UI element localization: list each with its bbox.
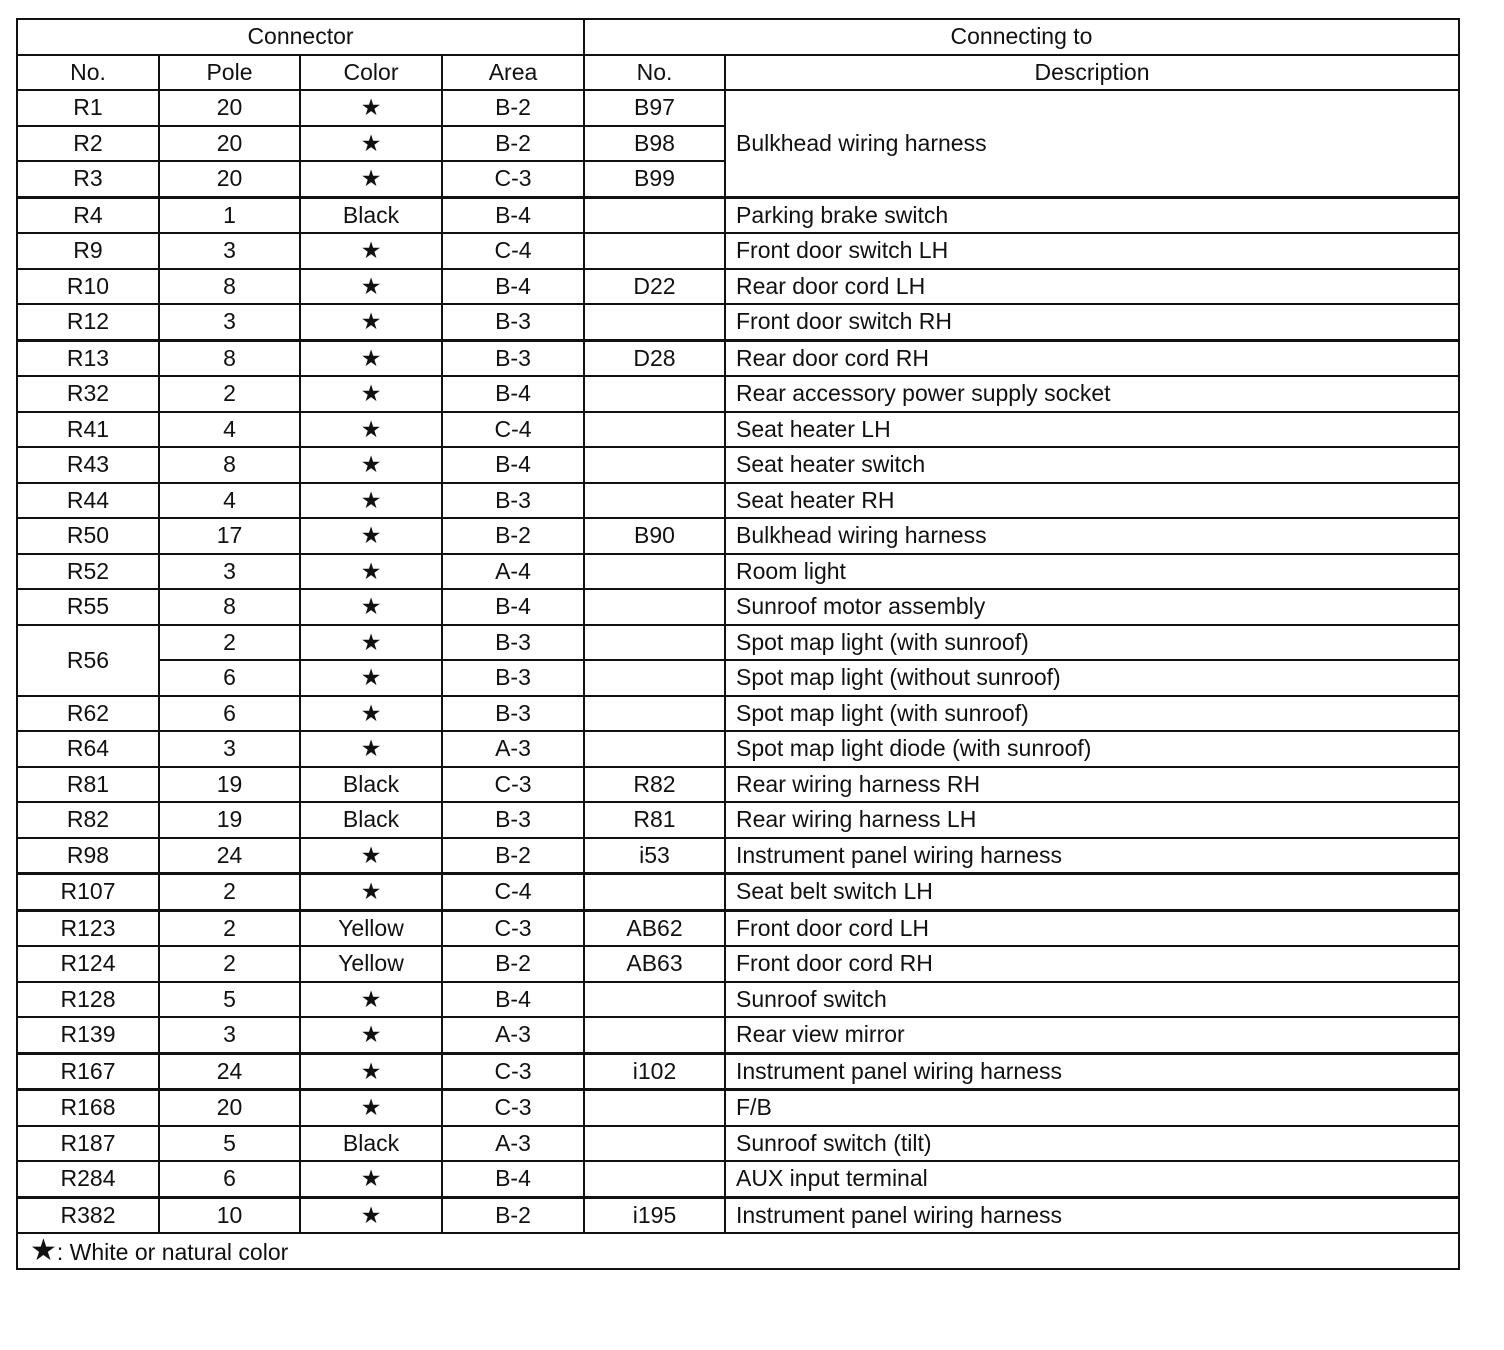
- connector-no-cell: R187: [17, 1126, 159, 1162]
- group-header-connecting-to: Connecting to: [584, 19, 1459, 55]
- description-cell: Front door switch LH: [725, 233, 1459, 269]
- column-header-area: Area: [442, 55, 584, 91]
- star-icon: ★: [300, 518, 442, 554]
- pole-cell: 5: [159, 982, 300, 1018]
- table-row: [17, 483, 1459, 519]
- star-icon: ★: [300, 376, 442, 412]
- star-icon: ★: [300, 90, 442, 126]
- description-cell: Bulkhead wiring harness: [725, 518, 1459, 554]
- area-cell: B-4: [442, 589, 584, 625]
- pole-cell: 19: [159, 802, 300, 838]
- column-header-pole: Pole: [159, 55, 300, 91]
- connecting-no-cell: D28: [584, 340, 725, 376]
- star-icon: ★: [300, 838, 442, 874]
- connecting-no-cell: B97: [584, 90, 725, 126]
- connecting-no-cell: [584, 197, 725, 233]
- star-icon: ★: [300, 554, 442, 590]
- connecting-no-cell: [584, 376, 725, 412]
- table-row: [17, 269, 1459, 305]
- table-row: [17, 1090, 1459, 1126]
- connecting-no-cell: R81: [584, 802, 725, 838]
- connector-no-cell: R13: [17, 340, 159, 376]
- connecting-no-cell: [584, 554, 725, 590]
- pole-cell: 8: [159, 340, 300, 376]
- pole-cell: 2: [159, 625, 300, 661]
- area-cell: B-3: [442, 483, 584, 519]
- connector-no-cell: R1: [17, 90, 159, 126]
- connector-no-cell: R32: [17, 376, 159, 412]
- area-cell: B-4: [442, 376, 584, 412]
- connector-no-cell: R44: [17, 483, 159, 519]
- table-row: [17, 197, 1459, 233]
- pole-cell: 1: [159, 197, 300, 233]
- column-header-color: Color: [300, 55, 442, 91]
- star-icon: ★: [300, 126, 442, 162]
- description-cell: AUX input terminal: [725, 1161, 1459, 1197]
- star-icon: ★: [300, 731, 442, 767]
- table-row: [17, 946, 1459, 982]
- connecting-no-cell: [584, 1017, 725, 1053]
- description-cell: F/B: [725, 1090, 1459, 1126]
- star-icon: ★: [300, 233, 442, 269]
- pole-cell: 8: [159, 269, 300, 305]
- connector-no-cell: R12: [17, 304, 159, 340]
- connector-no-cell: R128: [17, 982, 159, 1018]
- connecting-no-cell: B90: [584, 518, 725, 554]
- pole-cell: 8: [159, 589, 300, 625]
- area-cell: A-3: [442, 731, 584, 767]
- star-icon: ★: [300, 982, 442, 1018]
- description-cell: Instrument panel wiring harness: [725, 1053, 1459, 1090]
- connecting-no-cell: [584, 233, 725, 269]
- area-cell: B-2: [442, 518, 584, 554]
- area-cell: C-4: [442, 412, 584, 448]
- color-cell: Yellow: [300, 910, 442, 946]
- area-cell: C-3: [442, 767, 584, 803]
- connector-no-cell: R52: [17, 554, 159, 590]
- pole-cell: 20: [159, 126, 300, 162]
- color-cell: Black: [300, 197, 442, 233]
- table-row: [17, 731, 1459, 767]
- connecting-no-cell: [584, 412, 725, 448]
- pole-cell: 24: [159, 1053, 300, 1090]
- table-row: [17, 838, 1459, 874]
- description-cell: Parking brake switch: [725, 197, 1459, 233]
- star-icon: ★: [300, 589, 442, 625]
- column-header-no: No.: [17, 55, 159, 91]
- connector-no-cell: R9: [17, 233, 159, 269]
- description-cell: Seat belt switch LH: [725, 874, 1459, 911]
- connecting-no-cell: [584, 625, 725, 661]
- connector-no-cell: R2: [17, 126, 159, 162]
- description-cell: Sunroof switch (tilt): [725, 1126, 1459, 1162]
- pole-cell: 4: [159, 483, 300, 519]
- connector-no-cell: R41: [17, 412, 159, 448]
- star-icon: ★: [300, 660, 442, 696]
- connecting-no-cell: [584, 1090, 725, 1126]
- area-cell: C-4: [442, 233, 584, 269]
- area-cell: B-4: [442, 269, 584, 305]
- connector-table: [16, 18, 1460, 1270]
- connecting-no-cell: [584, 982, 725, 1018]
- star-icon: ★: [300, 1161, 442, 1197]
- area-cell: B-3: [442, 625, 584, 661]
- table-row: [17, 874, 1459, 911]
- connector-no-cell: R382: [17, 1197, 159, 1233]
- connecting-no-cell: [584, 874, 725, 911]
- area-cell: B-2: [442, 90, 584, 126]
- connector-no-cell: R82: [17, 802, 159, 838]
- description-cell: Spot map light diode (with sunroof): [725, 731, 1459, 767]
- table-row: [17, 589, 1459, 625]
- area-cell: C-3: [442, 161, 584, 197]
- star-icon: ★: [30, 1233, 57, 1267]
- description-cell: Instrument panel wiring harness: [725, 838, 1459, 874]
- table-row: [17, 376, 1459, 412]
- connecting-no-cell: i102: [584, 1053, 725, 1090]
- connecting-no-cell: i195: [584, 1197, 725, 1233]
- description-cell: Seat heater RH: [725, 483, 1459, 519]
- description-cell: Seat heater switch: [725, 447, 1459, 483]
- pole-cell: 3: [159, 731, 300, 767]
- connector-no-cell: R3: [17, 161, 159, 197]
- pole-cell: 2: [159, 910, 300, 946]
- description-cell: Room light: [725, 554, 1459, 590]
- area-cell: B-3: [442, 304, 584, 340]
- table-row: [17, 1161, 1459, 1197]
- connector-no-cell: R284: [17, 1161, 159, 1197]
- connecting-no-cell: [584, 731, 725, 767]
- table-row: [17, 233, 1459, 269]
- area-cell: B-2: [442, 946, 584, 982]
- footnote-row: [17, 1233, 1459, 1269]
- color-cell: Black: [300, 802, 442, 838]
- pole-cell: 20: [159, 161, 300, 197]
- table-row: [17, 90, 1459, 126]
- pole-cell: 19: [159, 767, 300, 803]
- connector-no-cell: R107: [17, 874, 159, 911]
- area-cell: C-3: [442, 1090, 584, 1126]
- table-row: [17, 447, 1459, 483]
- footnote: [17, 1233, 1459, 1269]
- pole-cell: 2: [159, 946, 300, 982]
- star-icon: ★: [300, 625, 442, 661]
- column-header-connecting-no: No.: [584, 55, 725, 91]
- connecting-no-cell: [584, 589, 725, 625]
- table-row: [17, 1053, 1459, 1090]
- area-cell: B-4: [442, 982, 584, 1018]
- connecting-no-cell: [584, 660, 725, 696]
- description-cell: Rear door cord LH: [725, 269, 1459, 305]
- star-icon: ★: [300, 696, 442, 732]
- table-row: [17, 982, 1459, 1018]
- description-cell: Rear wiring harness RH: [725, 767, 1459, 803]
- star-icon: ★: [300, 447, 442, 483]
- description-cell: Front door cord RH: [725, 946, 1459, 982]
- connector-no-cell: R139: [17, 1017, 159, 1053]
- connecting-no-cell: D22: [584, 269, 725, 305]
- area-cell: B-3: [442, 660, 584, 696]
- description-cell: Spot map light (with sunroof): [725, 696, 1459, 732]
- description-cell: Sunroof motor assembly: [725, 589, 1459, 625]
- table-row: [17, 340, 1459, 376]
- area-cell: B-2: [442, 126, 584, 162]
- connecting-no-cell: [584, 483, 725, 519]
- description-cell: Rear view mirror: [725, 1017, 1459, 1053]
- connector-no-cell: R123: [17, 910, 159, 946]
- connector-no-cell: R10: [17, 269, 159, 305]
- pole-cell: 10: [159, 1197, 300, 1233]
- connector-no-cell: R56: [17, 625, 159, 696]
- connecting-no-cell: AB63: [584, 946, 725, 982]
- pole-cell: 2: [159, 874, 300, 911]
- color-cell: Yellow: [300, 946, 442, 982]
- description-cell: Seat heater LH: [725, 412, 1459, 448]
- connector-no-cell: R81: [17, 767, 159, 803]
- area-cell: B-4: [442, 197, 584, 233]
- connecting-no-cell: B99: [584, 161, 725, 197]
- pole-cell: 8: [159, 447, 300, 483]
- area-cell: C-4: [442, 874, 584, 911]
- area-cell: A-3: [442, 1017, 584, 1053]
- connector-no-cell: R4: [17, 197, 159, 233]
- area-cell: B-3: [442, 802, 584, 838]
- table-row: [17, 625, 1459, 661]
- connecting-no-cell: [584, 1161, 725, 1197]
- connecting-no-cell: [584, 447, 725, 483]
- star-icon: ★: [300, 304, 442, 340]
- pole-cell: 3: [159, 554, 300, 590]
- connector-no-cell: R124: [17, 946, 159, 982]
- connector-no-cell: R50: [17, 518, 159, 554]
- area-cell: A-4: [442, 554, 584, 590]
- table-row: [17, 660, 1459, 696]
- star-icon: ★: [300, 483, 442, 519]
- table-row: [17, 518, 1459, 554]
- pole-cell: 6: [159, 696, 300, 732]
- connector-no-cell: R43: [17, 447, 159, 483]
- area-cell: C-3: [442, 910, 584, 946]
- star-icon: ★: [300, 1197, 442, 1233]
- description-cell: Rear accessory power supply socket: [725, 376, 1459, 412]
- pole-cell: 6: [159, 1161, 300, 1197]
- connector-no-cell: R168: [17, 1090, 159, 1126]
- table-row: [17, 767, 1459, 803]
- pole-cell: 3: [159, 304, 300, 340]
- connecting-no-cell: [584, 1126, 725, 1162]
- description-cell: Front door switch RH: [725, 304, 1459, 340]
- color-cell: Black: [300, 1126, 442, 1162]
- star-icon: ★: [300, 340, 442, 376]
- star-icon: ★: [300, 1053, 442, 1090]
- star-icon: ★: [300, 412, 442, 448]
- area-cell: B-2: [442, 838, 584, 874]
- description-cell: Instrument panel wiring harness: [725, 1197, 1459, 1233]
- description-cell: Front door cord LH: [725, 910, 1459, 946]
- pole-cell: 20: [159, 1090, 300, 1126]
- star-icon: ★: [300, 874, 442, 911]
- star-icon: ★: [300, 1090, 442, 1126]
- area-cell: A-3: [442, 1126, 584, 1162]
- color-cell: Black: [300, 767, 442, 803]
- footnote-text: : White or natural color: [56, 1238, 289, 1265]
- table-row: [17, 554, 1459, 590]
- connecting-no-cell: i53: [584, 838, 725, 874]
- pole-cell: 17: [159, 518, 300, 554]
- table-row: [17, 696, 1459, 732]
- area-cell: B-2: [442, 1197, 584, 1233]
- description-cell: Rear door cord RH: [725, 340, 1459, 376]
- area-cell: C-3: [442, 1053, 584, 1090]
- connector-no-cell: R55: [17, 589, 159, 625]
- table-row: [17, 1197, 1459, 1233]
- connector-no-cell: R98: [17, 838, 159, 874]
- pole-cell: 3: [159, 1017, 300, 1053]
- table-row: [17, 1017, 1459, 1053]
- area-cell: B-4: [442, 1161, 584, 1197]
- description-cell: Sunroof switch: [725, 982, 1459, 1018]
- area-cell: B-3: [442, 696, 584, 732]
- pole-cell: 20: [159, 90, 300, 126]
- connecting-no-cell: B98: [584, 126, 725, 162]
- table-row: [17, 412, 1459, 448]
- description-cell: Bulkhead wiring harness: [725, 90, 1459, 197]
- star-icon: ★: [300, 1017, 442, 1053]
- pole-cell: 3: [159, 233, 300, 269]
- pole-cell: 24: [159, 838, 300, 874]
- connecting-no-cell: AB62: [584, 910, 725, 946]
- description-cell: Rear wiring harness LH: [725, 802, 1459, 838]
- connector-no-cell: R64: [17, 731, 159, 767]
- connecting-no-cell: [584, 304, 725, 340]
- pole-cell: 2: [159, 376, 300, 412]
- table-row: [17, 802, 1459, 838]
- group-header-connector: Connector: [17, 19, 584, 55]
- area-cell: B-3: [442, 340, 584, 376]
- star-icon: ★: [300, 161, 442, 197]
- connector-no-cell: R62: [17, 696, 159, 732]
- table-row: [17, 304, 1459, 340]
- description-cell: Spot map light (with sunroof): [725, 625, 1459, 661]
- connector-no-cell: R167: [17, 1053, 159, 1090]
- table-row: [17, 910, 1459, 946]
- connecting-no-cell: [584, 696, 725, 732]
- connecting-no-cell: R82: [584, 767, 725, 803]
- table-row: [17, 1126, 1459, 1162]
- pole-cell: 4: [159, 412, 300, 448]
- star-icon: ★: [300, 269, 442, 305]
- pole-cell: 6: [159, 660, 300, 696]
- pole-cell: 5: [159, 1126, 300, 1162]
- description-cell: Spot map light (without sunroof): [725, 660, 1459, 696]
- column-header-description: Description: [725, 55, 1459, 91]
- area-cell: B-4: [442, 447, 584, 483]
